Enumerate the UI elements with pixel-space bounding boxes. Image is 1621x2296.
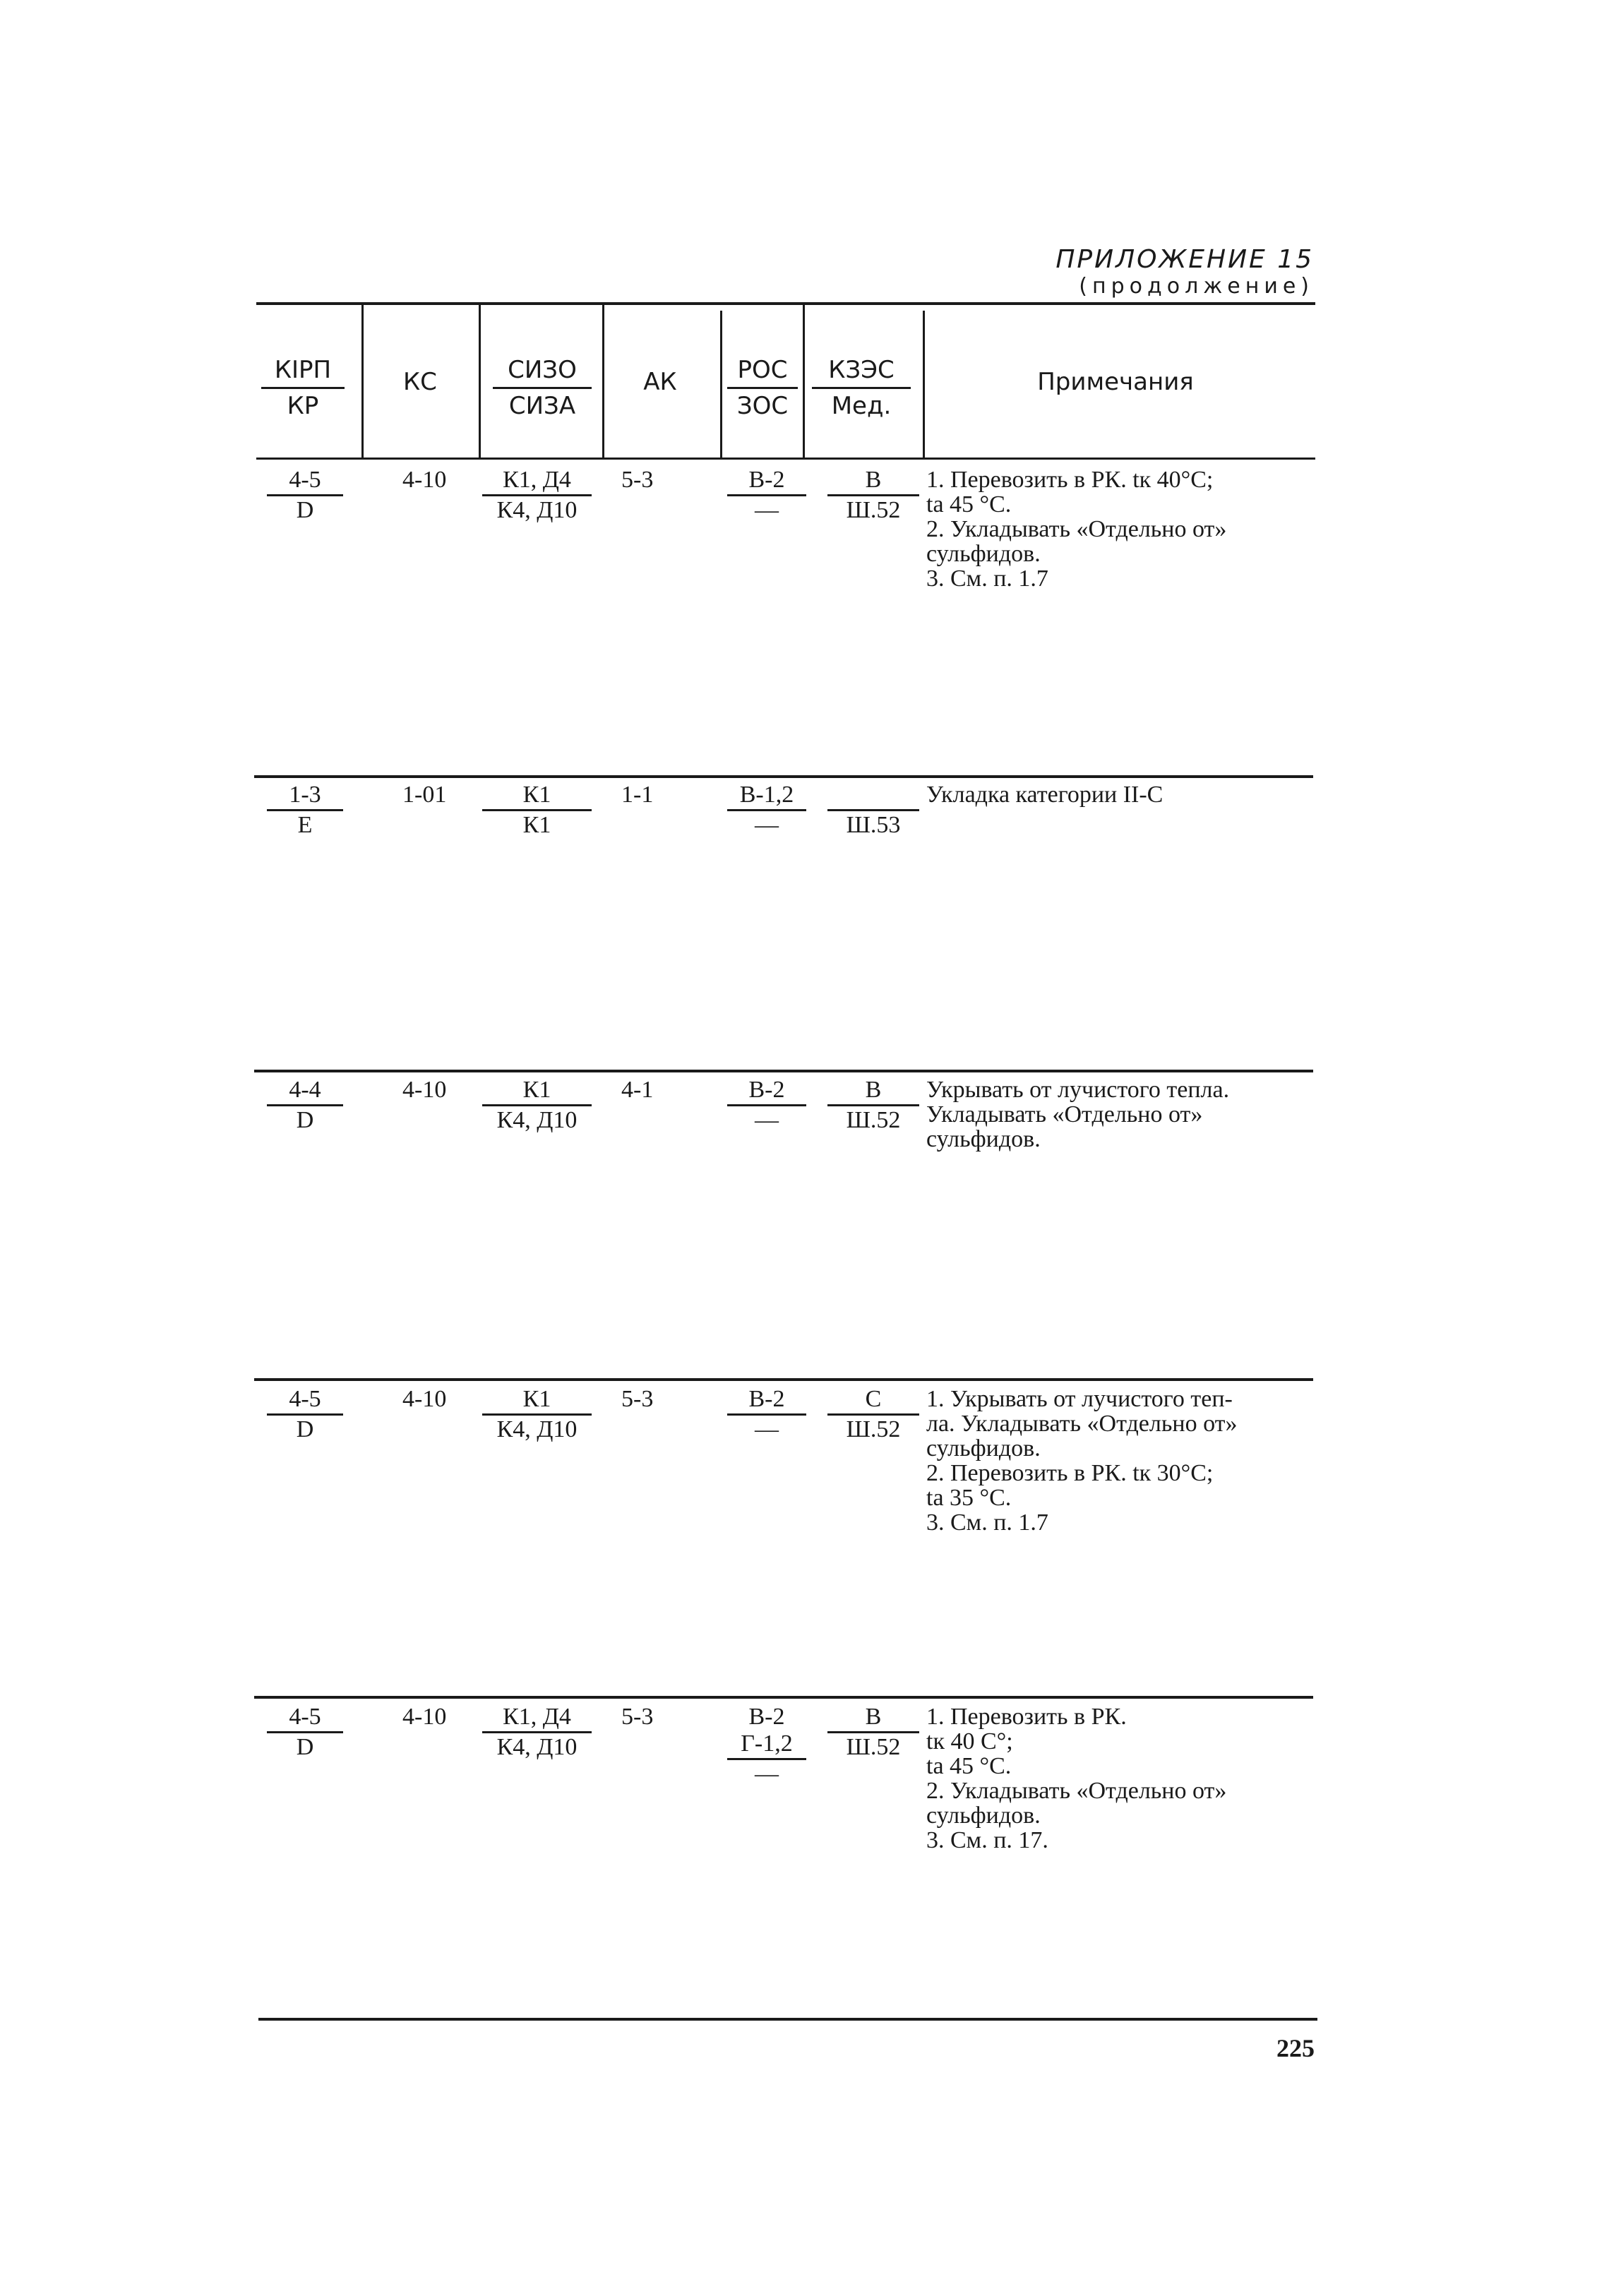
row5-top-rule xyxy=(254,1696,1313,1699)
row2-note-line: Укладка категории II-С xyxy=(926,782,1164,808)
row5-kirp-kr xyxy=(267,1704,343,1760)
row5-zos: — xyxy=(755,1761,779,1787)
row4-ros-zos xyxy=(727,1387,806,1442)
row5-ks: 4-10 xyxy=(402,1704,447,1730)
row2-ak: 1-1 xyxy=(621,782,654,808)
header-bottom-rule xyxy=(256,458,1315,460)
row5-ak: 5-3 xyxy=(621,1704,654,1730)
row4-med: Ш.52 xyxy=(846,1416,901,1442)
row1-note-line: 2. Укладывать «Отдельно от» xyxy=(926,516,1227,542)
row3-zos: — xyxy=(755,1107,779,1133)
row2-zos: — xyxy=(755,812,779,838)
appendix-title: ПРИЛОЖЕНИЕ 15 xyxy=(1055,245,1314,274)
row1-kzes-med xyxy=(827,467,919,523)
header-siza: СИЗА xyxy=(508,392,576,420)
row1-ks: 4-10 xyxy=(402,467,447,493)
row4-zos: — xyxy=(755,1416,779,1442)
row2-kzes-med xyxy=(827,782,919,838)
row3-note-line: Укрывать от лучистого тепла. xyxy=(926,1077,1230,1103)
row3-kirp-kr xyxy=(267,1077,343,1133)
row5-ros-2: Г-1,2 xyxy=(727,1731,806,1760)
header-zos: ЗОС xyxy=(736,392,789,420)
header-divider-4 xyxy=(720,311,722,458)
row4-ks: 4-10 xyxy=(402,1386,447,1412)
row1-ak: 5-3 xyxy=(621,467,654,493)
row1-siza: К4, Д10 xyxy=(496,497,578,523)
row4-ros: В-2 xyxy=(727,1387,806,1416)
header-ros-zos xyxy=(727,356,798,420)
row4-notes xyxy=(926,1387,1308,1535)
row2-siza: К1 xyxy=(522,812,551,838)
row2-ros: В-1,2 xyxy=(727,782,806,811)
row4-kr: D xyxy=(296,1416,314,1442)
row4-siza: К4, Д10 xyxy=(496,1416,578,1442)
row1-kirp: 4-5 xyxy=(267,467,343,496)
row5-ros: В-2 xyxy=(748,1704,785,1730)
row2-kr: Е xyxy=(297,812,313,838)
row5-kr: D xyxy=(296,1734,314,1760)
row2-kirp-kr xyxy=(267,782,343,838)
row5-note-line: tа 45 °С. xyxy=(926,1753,1012,1779)
row5-note-line: сульфидов. xyxy=(926,1802,1041,1829)
row2-ros-zos xyxy=(727,782,806,838)
row5-kirp: 4-5 xyxy=(267,1704,343,1733)
row1-note-line: сульфидов. xyxy=(926,541,1041,567)
row2-ks: 1-01 xyxy=(402,782,447,808)
row4-kzes-med xyxy=(827,1387,919,1442)
header-kzes-med xyxy=(812,356,911,420)
header-ak: АК xyxy=(643,368,677,396)
row4-note-line: 3. См. п. 1.7 xyxy=(926,1509,1048,1536)
header-kirp: КІРП xyxy=(261,356,345,389)
row3-kzes: В xyxy=(827,1077,919,1106)
appendix-subtitle: (продолжение) xyxy=(1079,274,1314,299)
row1-sizo-siza xyxy=(482,467,592,523)
row3-note-line: Укладывать «Отдельно от» xyxy=(926,1101,1203,1128)
row2-kirp: 1-3 xyxy=(267,782,343,811)
row3-ks: 4-10 xyxy=(402,1077,447,1103)
row4-note-line: tа 35 °С. xyxy=(926,1485,1012,1511)
row1-ros-zos xyxy=(727,467,806,523)
row1-sizo: К1, Д4 xyxy=(482,467,592,496)
row5-notes xyxy=(926,1704,1308,1853)
row4-top-rule xyxy=(254,1378,1313,1381)
row5-ros-zos xyxy=(727,1704,806,1787)
row1-note-line: 3. См. п. 1.7 xyxy=(926,566,1048,592)
page-number: 225 xyxy=(1276,2034,1315,2062)
row1-note-line: 1. Перевозить в РК. tк 40°С; xyxy=(926,467,1214,493)
row1-zos: — xyxy=(755,497,779,523)
row3-top-rule xyxy=(254,1070,1313,1072)
row2-notes xyxy=(926,782,1308,807)
header-divider-2 xyxy=(479,305,481,458)
row5-kzes-med xyxy=(827,1704,919,1760)
row5-note-line: 2. Укладывать «Отдельно от» xyxy=(926,1778,1227,1804)
header-sizo-siza xyxy=(493,356,592,420)
row2-sizo: К1 xyxy=(482,782,592,811)
row4-kirp-kr xyxy=(267,1387,343,1442)
row5-siza: К4, Д10 xyxy=(496,1734,578,1760)
row4-sizo: К1 xyxy=(482,1387,592,1416)
row1-kzes: В xyxy=(827,467,919,496)
row4-note-line: 1. Укрывать от лучистого теп- xyxy=(926,1386,1233,1412)
header-notes: Примечания xyxy=(1037,368,1194,396)
row4-note-line: сульфидов. xyxy=(926,1435,1041,1461)
header-kzes: КЗЭС xyxy=(812,356,911,389)
row2-sizo-siza xyxy=(482,782,592,838)
appendix-heading xyxy=(1055,246,1314,299)
row1-med: Ш.52 xyxy=(846,497,901,523)
row3-siza: К4, Д10 xyxy=(496,1107,578,1133)
row1-note-line: tа 45 °С. xyxy=(926,491,1012,518)
row4-note-line: 2. Перевозить в РК. tк 30°С; xyxy=(926,1460,1214,1486)
header-kr: КР xyxy=(287,392,319,420)
row1-kirp-kr xyxy=(267,467,343,523)
row2-top-rule xyxy=(254,775,1313,778)
header-divider-6 xyxy=(923,311,925,458)
row5-sizo-siza xyxy=(482,1704,592,1760)
header-divider-3 xyxy=(602,305,604,458)
row4-ak: 5-3 xyxy=(621,1386,654,1412)
row5-med: Ш.52 xyxy=(846,1734,901,1760)
row3-kirp: 4-4 xyxy=(267,1077,343,1106)
header-divider-1 xyxy=(361,305,364,458)
header-ros: РОС xyxy=(727,356,798,389)
row1-ros: В-2 xyxy=(727,467,806,496)
row5-note-line: 3. См. п. 17. xyxy=(926,1827,1048,1853)
row2-med: Ш.53 xyxy=(846,812,901,838)
row3-sizo-siza xyxy=(482,1077,592,1133)
row4-sizo-siza xyxy=(482,1387,592,1442)
row3-kzes-med xyxy=(827,1077,919,1133)
header-divider-5 xyxy=(803,305,805,458)
row4-kirp: 4-5 xyxy=(267,1387,343,1416)
row3-sizo: К1 xyxy=(482,1077,592,1106)
row1-kr: D xyxy=(296,497,314,523)
row4-kzes: С xyxy=(827,1387,919,1416)
row3-ak: 4-1 xyxy=(621,1077,654,1103)
table-bottom-rule xyxy=(258,2018,1317,2021)
header-kirp-kr xyxy=(261,356,345,420)
header-ks: КС xyxy=(403,368,437,396)
row4-note-line: ла. Укладывать «Отдельно от» xyxy=(926,1411,1238,1437)
row5-note-line: tк 40 С°; xyxy=(926,1728,1013,1754)
row3-ros: В-2 xyxy=(727,1077,806,1106)
row5-kzes: В xyxy=(827,1704,919,1733)
row5-note-line: 1. Перевозить в РК. xyxy=(926,1704,1127,1730)
row3-notes xyxy=(926,1077,1308,1152)
header-sizo: СИЗО xyxy=(493,356,592,389)
row3-kr: D xyxy=(296,1107,314,1133)
header-top-rule xyxy=(256,302,1315,305)
row5-sizo: К1, Д4 xyxy=(482,1704,592,1733)
row1-notes xyxy=(926,467,1308,591)
row3-note-line: сульфидов. xyxy=(926,1126,1041,1152)
header-med: Мед. xyxy=(831,392,892,420)
row3-ros-zos xyxy=(727,1077,806,1133)
row3-med: Ш.52 xyxy=(846,1107,901,1133)
row2-kzes xyxy=(827,782,919,811)
